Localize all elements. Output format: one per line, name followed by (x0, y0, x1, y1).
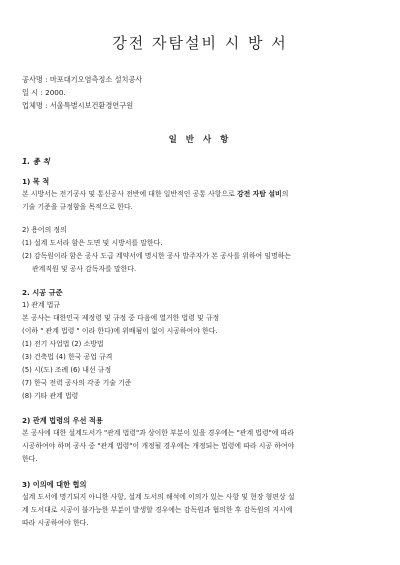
standards-line: (이하 " 관계 법령 " 이라 한다)에 위배됨이 없이 시공하여야 한다. (22, 326, 218, 335)
standards-line: (3) 건축법 (4) 한국 공업 규격 (22, 352, 113, 361)
purpose-line-2: 기술 기준을 규정함을 목적으로 한다. (22, 202, 133, 211)
definitions-item: 관계직원 및 공사 감독자를 말한다. (32, 264, 137, 273)
disputes-line: 따라 시공하여야 한다. (22, 518, 89, 527)
disputes-heading: 3) 이의에 대한 협의 (22, 479, 87, 489)
chapter-title: 1. 총 칙 (22, 156, 50, 166)
definitions-heading: 2) 용어의 정의 (22, 225, 67, 234)
disputes-line: 설계 도서에 명기되지 아니한 사항, 설계 도서의 해석에 이의가 있는 사항 및 현장 형편상 설 (22, 492, 295, 501)
purpose-heading: 1) 목 적 (22, 176, 50, 186)
priority-line: 한다. (22, 454, 38, 463)
section-heading: 일 반 사 항 (168, 134, 232, 145)
priority-line: 본 공사에 대한 설계도서가 "관계 법령"과 상이한 부분이 있을 경우에는 "관계 법령"에 따라 (22, 428, 294, 437)
standards-line: 본 공사는 대한민국 제정령 및 규정 중 다음에 열거한 법령 및 규정 (22, 313, 220, 322)
project-company: 업체명 : 서울특별시보건환경연구원 (22, 101, 134, 111)
definitions-item: (2) 감독원이라 함은 공사 도급 계약서에 명시한 공사 발주자가 본 공사를 위하여 임명하는 (22, 251, 292, 260)
standards-line: (5) 시(도) 조례 (6) 내선 규정 (22, 365, 112, 374)
document-title: 강전 자탐설비 시 방 서 (112, 34, 288, 52)
disputes-line: 계 도서대로 시공이 불가능한 부분이 발생할 경우에는 감독원과 협의한 후 감독원의 지시에 (22, 505, 293, 514)
project-date: 일 시 : 2000. (22, 88, 66, 98)
priority-heading: 2) 관계 법령의 우선 적용 (22, 415, 103, 425)
priority-line: 시공하여야 하며 공사 중 "관계 법령"이 개정될 경우에는 개정되는 법령에 따라 시공 하여야 (22, 441, 295, 450)
standards-line: 1) 관계 법규 (22, 300, 61, 309)
definitions-item: (1) 설계 도서라 함은 도면 및 시방서를 말한다. (22, 238, 163, 247)
purpose-bold-term: 강전 자탐 설비 (236, 189, 282, 198)
standards-line: (8) 기타 관계 법령 (22, 391, 79, 400)
project-name: 공사명 : 마포대기오염측정소 설치공사 (22, 75, 143, 84)
standards-line: (1) 전기 사업법 (2) 소방법 (22, 339, 104, 348)
purpose-line-1: 본 시방서는 전기공사 및 통신공사 전반에 대한 일반적인 공통 사항으로 강전 자탐 설비의 (22, 189, 289, 198)
project-info (22, 73, 378, 113)
standards-heading: 2. 시공 규준 (22, 287, 63, 297)
standards-line: (7) 한국 전력 공사의 각종 기술 기준 (22, 378, 132, 387)
